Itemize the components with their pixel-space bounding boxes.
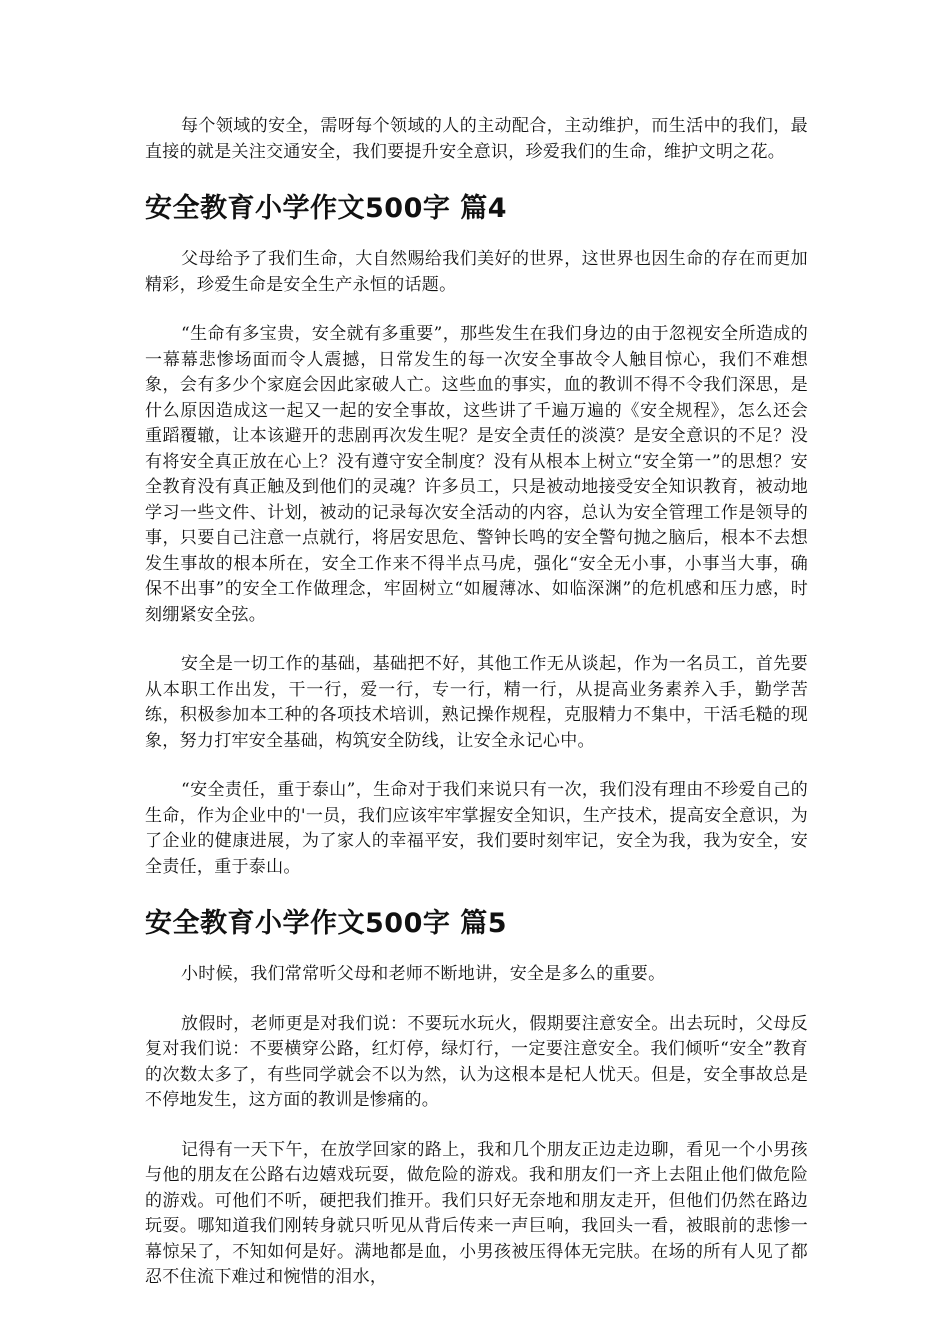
body-paragraph: 小时候，我们常常听父母和老师不断地讲，安全是多么的重要。 bbox=[181, 964, 666, 984]
body-paragraph: 安全是一切工作的基础，基础把不好，其他工作无从谈起，作为一名员工，首先要从本职工作出发，干一行，爱一行，专一行，精一行，从提高业务素养入手，勤学苦练，积极参加本工种的各项技术培训，熟记操作规程，克服精力不集中，干活毛糙的现象，努力打牢安全基础，构筑安全防线，让安全永记心中。 bbox=[145, 654, 808, 751]
essay-section-4 bbox=[145, 189, 808, 880]
body-paragraph: 记得有一天下午，在放学回家的路上，我和几个朋友正边走边聊，看见一个小男孩与他的朋友在公路右边嬉戏玩耍，做危险的游戏。我和朋友们一齐上去阻止他们做危险的游戏。可他们不听，硬把我们推开。我们只好无奈地和朋友走开，但他们仍然在路边玩耍。哪知道我们刚转身就只听见从背后传来一声巨响，我回头一看，被眼前的悲惨一幕惊呆了，不知如何是好。满地都是血，小男孩被压得体无完肤。在场的所有人见了都忍不住流下难过和惋惜的泪水， bbox=[145, 1139, 808, 1287]
essay-section-5 bbox=[145, 904, 808, 1291]
body-paragraph: 父母给予了我们生命，大自然赐给我们美好的世界，这世界也因生命的存在而更加精彩，珍爱生命是安全生产永恒的话题。 bbox=[145, 249, 808, 295]
section-title: 安全教育小学作文500字 篇4 bbox=[145, 193, 508, 224]
body-paragraph: 放假时，老师更是对我们说：不要玩水玩火，假期要注意安全。出去玩时，父母反复对我们说：不要横穿公路，红灯停，绿灯行，一定要注意安全。我们倾听“安全”教育的次数太多了，有些同学就会不以为然，认为这根本是杞人忧天。但是，安全事故总是不停地发生，这方面的教训是惨痛的。 bbox=[145, 1013, 808, 1110]
intro-paragraph: 每个领域的安全，需呀每个领域的人的主动配合，主动维护，而生活中的我们，最直接的就是关注交通安全，我们要提升安全意识，珍爱我们的生命，维护文明之花。 bbox=[145, 116, 808, 162]
body-paragraph: “生命有多宝贵，安全就有多重要”，那些发生在我们身边的由于忽视安全所造成的一幕幕悲惨场面而令人震撼，日常发生的每一次安全事故令人触目惊心，我们不难想象，会有多少个家庭会因此家破人亡。这些血的事实，血的教训不得不令我们深思，是什么原因造成这一起又一起的安全事故，这些讲了千遍万遍的《安全规程》，怎么还会重蹈覆辙，让本该避开的悲剧再次发生呢？是安全责任的淡漠？是安全意识的不足？没有将安全真正放在心上？没有遵守安全制度？没有从根本上树立“安全第一”的思想？安全教育没有真正触及到他们的灵魂？许多员工，只是被动地接受安全知识教育，被动地学习一些文件、计划，被动的记录每次安全活动的内容，总认为安全管理工作是领导的事，只要自己注意一点就行，将居安思危、警钟长鸣的安全警句抛之脑后，根本不去想发生事故的根本所在，安全工作来不得半点马虎，强化“安全无小事，小事当大事，确保不出事”的安全工作做理念，牢固树立“如履薄冰、如临深渊”的危机感和压力感，时刻绷紧安全弦。 bbox=[145, 324, 808, 625]
section-title: 安全教育小学作文500字 篇5 bbox=[145, 908, 508, 939]
body-paragraph: “安全责任，重于泰山”，生命对于我们来说只有一次，我们没有理由不珍爱自己的生命，作为企业中的'一员，我们应该牢牢掌握安全知识，生产技术，提高安全意识，为了企业的健康进展，为了家人的幸福平安，我们要时刻牢记，安全为我，我为安全，安全责任，重于泰山。 bbox=[145, 780, 808, 877]
